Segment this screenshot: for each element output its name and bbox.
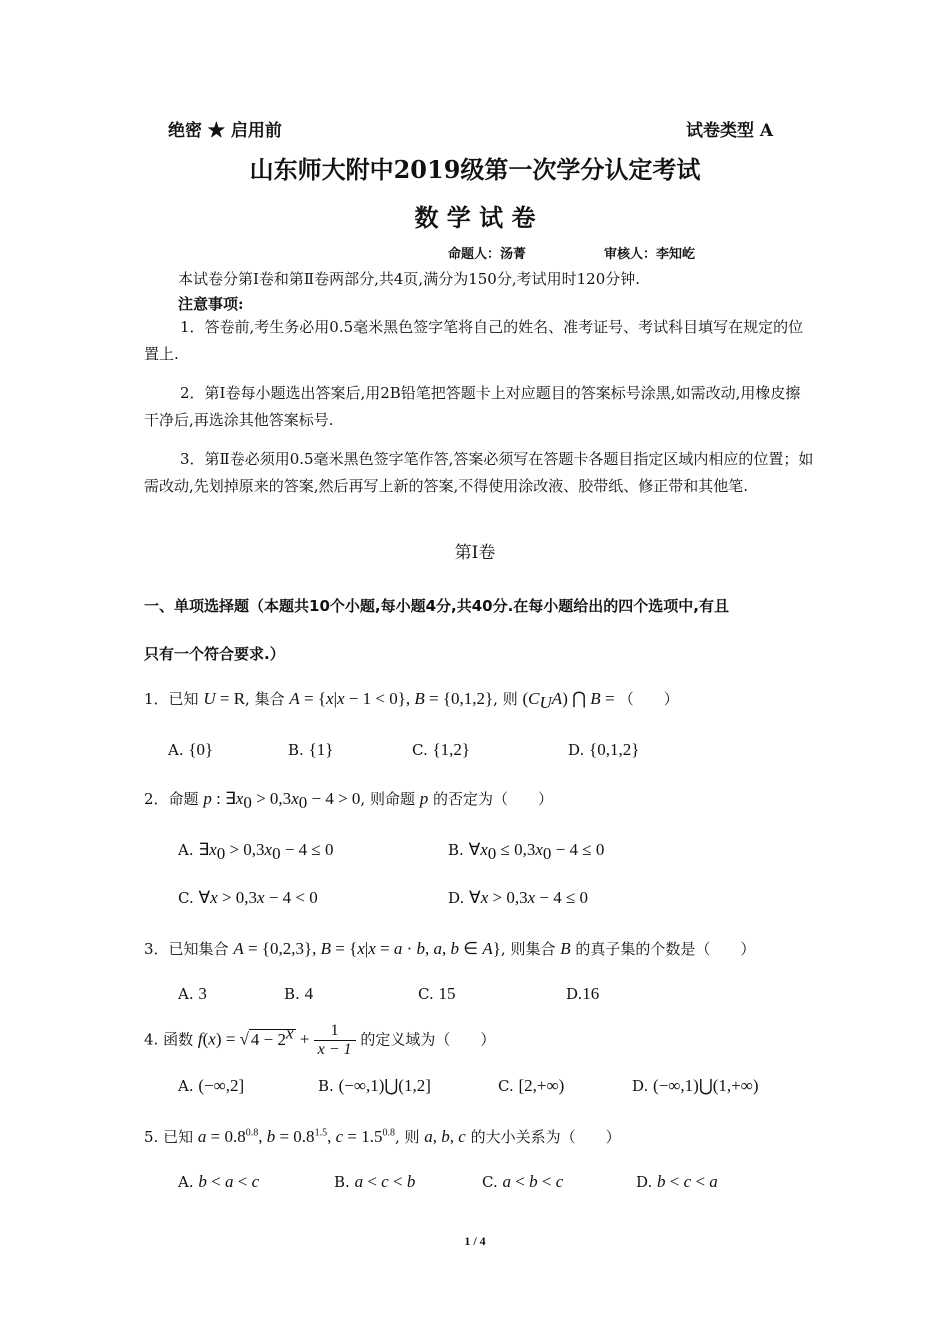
question-2: 2．命题 p : $\exists x_0 > 0,3x_0 - 4 > 0$, 则命题 p 的否定为（ ） — [144, 789, 554, 812]
q2-option-c: C. ∀x > 0,3x − 4 < 0 — [178, 888, 318, 907]
page-number: 1 / 4 — [464, 1234, 486, 1248]
q2-option-b: B. $\forall x_0 \le 0,3x_0 - 4 \le 0$ — [448, 840, 605, 863]
exam-title: 山东师大附中2019级第一次学分认定考试 — [249, 155, 701, 184]
note-1: 1．答卷前,考生务必用0.5毫米黑色签字笔将自己的姓名、准考证号、考试科目填写在规定的位置上. — [144, 318, 804, 363]
q1-option-d: D. {0,1,2} — [568, 740, 640, 759]
part-title: 第Ⅰ卷 — [454, 543, 496, 563]
q3-option-b: B. 4 — [284, 984, 314, 1003]
q4-option-d: D. (−∞,1)⋃(1,+∞) — [632, 1076, 759, 1095]
section-heading-line2: 只有一个符合要求.） — [144, 645, 285, 663]
setter: 命题人：汤菁 — [448, 247, 527, 262]
question-1: 1．已知 U = R, 集合 A = {x|x − 1 < 0}, B = {0,1,2}, 则 $(C_UA)$ ⋂ B = （ ） — [144, 689, 679, 712]
q1-option-b: B. {1} — [288, 740, 334, 759]
q2-option-a: A. $\exists x_0 > 0,3x_0 - 4 \le 0$ — [178, 840, 334, 863]
q4-option-a: A. (−∞,2] — [178, 1076, 245, 1095]
question-4: 4. 函数 f(x) = √ $4 - 2^x$ + $\frac{1}{x - 1}$ 的定义域为（ ） — [144, 1022, 496, 1058]
note-3: 3．第Ⅱ卷必须用0.5毫米黑色签字笔作答,答案必须写在答题卡各题目指定区域内相应的位置；如需改动,先划掉原来的答案,然后再写上新的答案,不得使用涂改液、胶带纸、修正带和其他笔. — [144, 450, 814, 495]
reviewer: 审核人：李知屹 — [604, 247, 696, 262]
q3-option-d: D.16 — [566, 984, 600, 1003]
q4-option-c: C. [2,+∞) — [498, 1076, 565, 1095]
header-paper-type: 试卷类型 A — [686, 121, 774, 141]
header-confidential: 绝密 ★ 启用前 — [168, 121, 282, 141]
question-3: 3．已知集合 A = {0,2,3}, B = {x|x = a · b, a, b ∈ A}, 则集合 B 的真子集的个数是（ ） — [144, 939, 756, 958]
question-5: 5. 已知 $a = 0.8^{0.8}$, $b = 0.8^{1.5}$, $c = 1.5^{0.8}$, 则 a, b, c 的大小关系为（ ） — [144, 1127, 621, 1146]
intro-text: 本试卷分第Ⅰ卷和第Ⅱ卷两部分,共4页,满分为150分,考试用时120分钟. — [178, 270, 640, 288]
q3-option-c: C. 15 — [418, 984, 456, 1003]
q1-option-a: A. {0} — [168, 740, 214, 759]
q5-option-d: D. b < c < a — [636, 1172, 718, 1191]
q3-option-a: A. 3 — [178, 984, 207, 1003]
q4-option-b: B. (−∞,1)⋃(1,2] — [318, 1076, 431, 1095]
exam-subtitle: 数 学 试 卷 — [414, 203, 536, 232]
q5-option-a: A. b < a < c — [178, 1172, 260, 1191]
section-heading-line1: 一、单项选择题（本题共10个小题,每小题4分,共40分.在每小题给出的四个选项中,有且 — [144, 597, 729, 615]
q1-option-c: C. {1,2} — [412, 740, 471, 759]
note-2: 2．第Ⅰ卷每小题选出答案后,用2B铅笔把答题卡上对应题目的答案标号涂黑,如需改动,用橡皮擦干净后,再选涂其他答案标号. — [144, 384, 801, 429]
q5-option-c: C. a < b < c — [482, 1172, 564, 1191]
q2-option-d: D. ∀x > 0,3x − 4 ≤ 0 — [448, 888, 589, 907]
q5-option-b: B. a < c < b — [334, 1172, 416, 1191]
notes-title: 注意事项: — [178, 295, 244, 313]
